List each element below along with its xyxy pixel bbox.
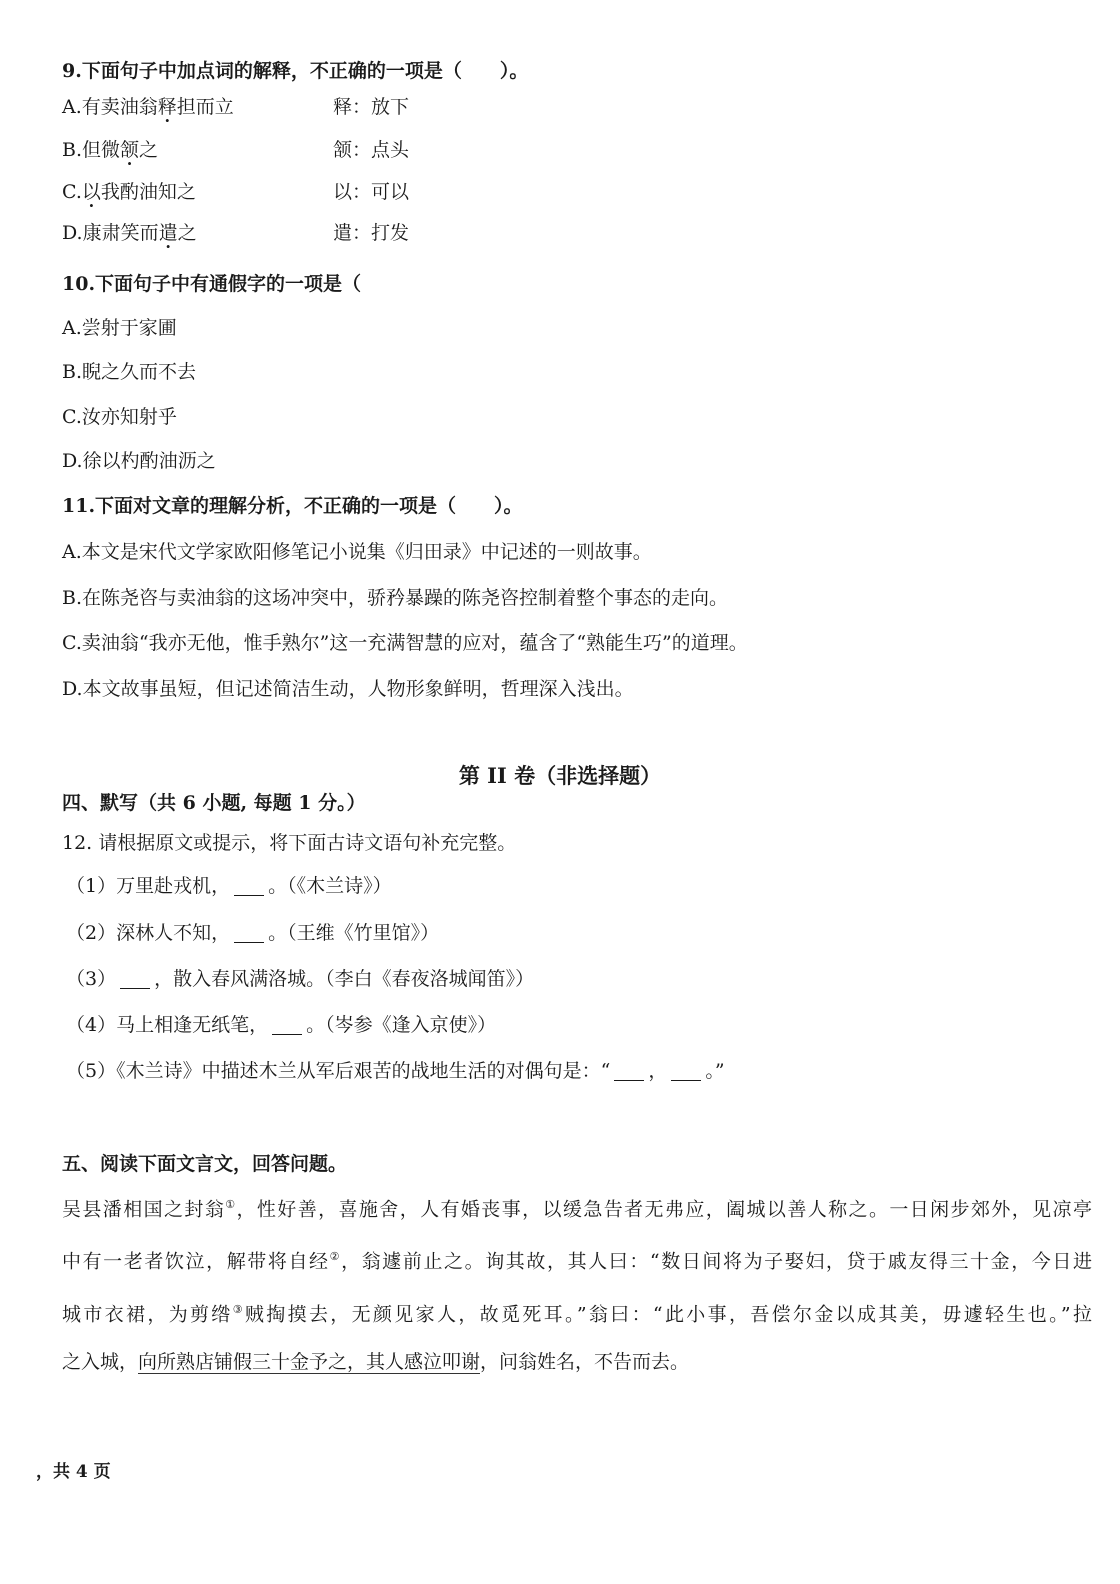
q12-stem: 12. 请根据原文或提示，将下面古诗文语句补充完整。 bbox=[62, 832, 517, 854]
classical-passage bbox=[62, 1181, 1092, 1386]
answer-blank bbox=[272, 1016, 302, 1035]
dotted-word: 遣 bbox=[158, 222, 178, 244]
q9-option-d: D.康肃笑而遣之 bbox=[62, 222, 197, 244]
q9-gloss-b: 颔：点头 bbox=[333, 139, 410, 161]
answer-blank bbox=[234, 877, 264, 896]
footnote-mark: ③ bbox=[232, 1302, 245, 1316]
q9-option-a: A.有卖油翁释担而立 bbox=[62, 96, 234, 118]
section5-title: 五、阅读下面文言文，回答问题。 bbox=[62, 1153, 348, 1175]
q10-option-c: C.汝亦知射乎 bbox=[62, 406, 177, 428]
fill-item-3: （3） ，散入春风满洛城。（李白《春夜洛城闻笛》） bbox=[66, 968, 535, 990]
q9-gloss-d: 遣：打发 bbox=[333, 222, 410, 244]
q9-option-b: B.但微颔之 bbox=[62, 139, 159, 161]
q11-option-d: D.本文故事虽短，但记述简洁生动，人物形象鲜明，哲理深入浅出。 bbox=[62, 678, 634, 700]
footnote-mark: ② bbox=[329, 1250, 342, 1264]
q11-option-b: B.在陈尧咨与卖油翁的这场冲突中，骄矜暴躁的陈尧咨控制着整个事态的走向。 bbox=[62, 587, 729, 609]
passage-line: 之入城，向所熟店铺假三十金予之，其人感泣叩谢，问翁姓名，不告而去。 bbox=[62, 1350, 690, 1373]
dotted-word: 以 bbox=[81, 181, 101, 203]
section4-title: 四、默写（共 6 小题, 每题 1 分。） bbox=[62, 792, 366, 814]
dotted-word: 颔 bbox=[120, 139, 140, 161]
passage-line: 吴县潘相国之封翁①，性好善，喜施舍，人有婚丧事，以缓急告者无弗应，阖城以善人称之。一日闲步郊外，见凉亭 bbox=[62, 1198, 1092, 1221]
q10-option-a: A.尝射于家圃 bbox=[62, 317, 177, 339]
fill-item-5: （5）《木兰诗》中描述木兰从军后艰苦的战地生活的对偶句是：“ ， 。” bbox=[66, 1060, 725, 1082]
answer-blank bbox=[671, 1062, 701, 1081]
q9-stem: 9.下面句子中加点词的解释，不正确的一项是（ ）。 bbox=[62, 60, 529, 82]
fill-item-1: （1）万里赴戎机， 。（《木兰诗》） bbox=[66, 875, 392, 897]
q9-gloss-c: 以：可以 bbox=[333, 181, 410, 203]
passage-line: 城市衣裙，为剪绺③贼掏摸去，无颜见家人，故觅死耳。”翁曰：“此小事，吾偿尔金以成其美，毋遽轻生也。”拉 bbox=[62, 1302, 1092, 1325]
fill-item-2: （2）深林人不知， 。（王维《竹里馆》） bbox=[66, 922, 440, 944]
q9-option-c: C.以我酌油知之 bbox=[62, 181, 196, 203]
fill-item-4: （4）马上相逢无纸笔， 。（岑参《逢入京使》） bbox=[66, 1014, 497, 1036]
q9-gloss-a: 释：放下 bbox=[333, 96, 410, 118]
dotted-word: 释 bbox=[157, 96, 177, 118]
q11-stem: 11.下面对文章的理解分析，不正确的一项是（ ）。 bbox=[62, 495, 523, 517]
q10-stem: 10.下面句子中有通假字的一项是（ bbox=[62, 273, 362, 295]
page-footer: ，共 4 页 bbox=[36, 1462, 111, 1482]
answer-blank bbox=[234, 924, 264, 943]
answer-blank bbox=[614, 1062, 644, 1081]
q11-option-a: A.本文是宋代文学家欧阳修笔记小说集《归田录》中记述的一则故事。 bbox=[62, 541, 652, 563]
q10-option-b: B.睨之久而不去 bbox=[62, 361, 197, 383]
underlined-sentence: 向所熟店铺假三十金予之，其人感泣叩谢 bbox=[138, 1350, 481, 1373]
passage-line: 中有一老者饮泣，解带将自经②，翁遽前止之。询其故，其人曰：“数日间将为子娶妇，贷于戚友得三十金，今日进 bbox=[62, 1250, 1092, 1273]
footnote-mark: ① bbox=[225, 1198, 237, 1211]
q10-option-d: D.徐以杓酌油沥之 bbox=[62, 450, 216, 472]
answer-blank bbox=[120, 970, 150, 989]
q11-option-c: C.卖油翁“我亦无他，惟手熟尔”这一充满智慧的应对，蕴含了“熟能生巧”的道理。 bbox=[62, 632, 748, 654]
volume2-title: 第 II 卷（非选择题） bbox=[458, 763, 662, 788]
